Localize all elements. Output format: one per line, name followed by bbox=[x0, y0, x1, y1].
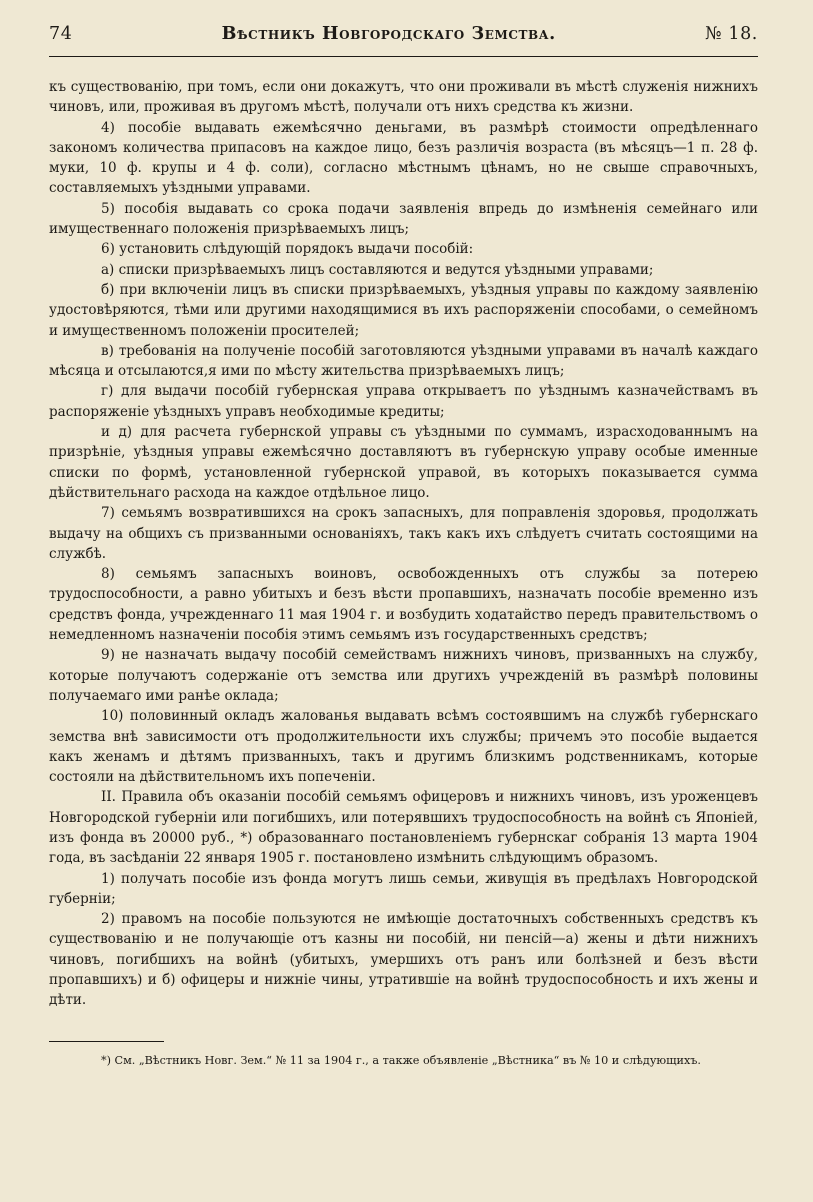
page-number: 74 bbox=[49, 24, 73, 44]
issue-number: № 18. bbox=[705, 24, 758, 44]
paragraph: 1) получать пособіе изъ фонда могутъ лишь семьи, живущія въ предѣлахъ Новгородской губерніи; bbox=[49, 870, 758, 907]
paragraph: 2) правомъ на пособіе пользуются не имѣющіе достаточныхъ собственныхъ средствъ къ существованію и не получающіе отъ казны ни пособій, ни пенсій—а) жены и дѣти нижнихъ чиновъ, погибшихъ на войнѣ (убитыхъ, умершихъ отъ ранъ или болѣзней и безъ вѣсти пропавшихъ) и б) офицеры и нижніе чины, утратившіе на войнѣ трудоспособность и ихъ жены и дѣти. bbox=[49, 911, 758, 1009]
paragraph: 7) семьямъ возвратившихся на срокъ запасныхъ, для поправленія здоровья, продолжать выдачу на общихъ съ призванными основаніяхъ, такъ какъ ихъ слѣдуетъ считать состоящими на службѣ. bbox=[49, 505, 758, 562]
journal-title: Вѣстникъ Новгородскаго Земства. bbox=[221, 24, 556, 44]
header-rule bbox=[49, 56, 758, 57]
footnote: *) См. „Вѣстникъ Новг. Зем.“ № 11 за 1904 г., а также объявленіе „Вѣстника“ въ № 10 и слѣдующихъ. bbox=[101, 1053, 701, 1067]
paragraph: 10) половинный окладъ жалованья выдавать всѣмъ состоявшимъ на службѣ губернскаго земства внѣ зависимости отъ продолжительности ихъ службы; причемъ это пособіе выдается какъ женамъ и дѣтямъ призванныхъ, такъ и другимъ близкимъ родственникамъ, которые состояли на дѣйствительномъ ихъ попеченіи. bbox=[49, 708, 758, 786]
paragraph: 9) не назначать выдачу пособій семействамъ нижнихъ чиновъ, призванныхъ на службу, которые получаютъ содержаніе отъ земства или другихъ учрежденій въ размѣрѣ половины получаемаго ими ранѣе оклада; bbox=[49, 647, 758, 704]
paragraph: а) списки призрѣваемыхъ лицъ составляются и ведутся уѣздными управами; bbox=[101, 261, 654, 278]
paragraph: г) для выдачи пособій губернская управа открываетъ по уѣзднымъ казначействамъ въ распоряженіе уѣздныхъ управъ необходимые кредиты; bbox=[49, 383, 758, 420]
paragraph: в) требованія на полученіе пособій заготовляются уѣздными управами въ началѣ каждаго мѣсяца и отсылаются,я ими по мѣсту жительства призрѣваемыхъ лицъ; bbox=[49, 342, 758, 380]
article-body bbox=[49, 77, 758, 1011]
page-header bbox=[49, 24, 758, 54]
paragraph: къ существованію, при томъ, если они докажутъ, что они проживали въ мѣстѣ служенія нижнихъ чиновъ, или, проживая въ другомъ мѣстѣ, получали отъ нихъ средства къ жизни. bbox=[49, 79, 758, 116]
paragraph: 4) пособіе выдавать ежемѣсячно деньгами, въ размѣрѣ стоимости опредѣленнаго закономъ количества припасовъ на каждое лицо, безъ различія возраста (въ мѣсяцъ—1 п. 28 ф. муки, 10 ф. крупы и 4 ф. соли), согласно мѣстнымъ цѣнамъ, но не свыше справочныхъ, составляемыхъ уѣздными управами. bbox=[49, 119, 758, 197]
paragraph: II. Правила объ оказаніи пособій семьямъ офицеровъ и нижнихъ чиновъ, изъ уроженцевъ Новгородской губерніи или погибшихъ, или потерявшихъ трудоспособность на войнѣ съ Японіей, изъ фонда въ 20000 руб., *) образованнаго постановленіемъ губернскаг собранія 13 марта 1904 года, въ засѣданіи 22 января 1905 г. постановлено измѣнить слѣдующимъ образомъ. bbox=[49, 789, 758, 867]
paragraph: и д) для расчета губернской управы съ уѣздными по суммамъ, израсходованнымъ на призрѣніе, уѣздныя управы ежемѣсячно доставляютъ въ губернскую управу особые именные списки по формѣ, установленной губернской управой, въ которыхъ показывается сумма дѣйствительнаго расхода на каждое отдѣльное лицо. bbox=[49, 424, 758, 501]
paragraph: 6) установить слѣдующій порядокъ выдачи пособій: bbox=[101, 241, 474, 258]
paragraph: 8) семьямъ запасныхъ воиновъ, освобожденныхъ отъ службы за потерею трудоспособности, а равно убитыхъ и безъ вѣсти пропавшихъ, назначать пособіе временно изъ средствъ фонда, учрежденнаго 11 мая 1904 г. и возбудить ходатайство передъ правительствомъ о немедленномъ назначеніи пособія этимъ семьямъ изъ государственныхъ средствъ; bbox=[49, 566, 758, 644]
paragraph: 5) пособія выдавать со срока подачи заявленія впредь до измѣненія семейнаго или имущественнаго положенія призрѣваемыхъ лицъ; bbox=[49, 200, 758, 238]
paragraph: б) при включеніи лицъ въ списки призрѣваемыхъ, уѣздныя управы по каждому заявленію удостовѣряются, тѣми или другими находящимися въ ихъ распоряженіи способами, о семейномъ и имущественномъ положеніи просителей; bbox=[49, 281, 758, 339]
footnote-rule bbox=[49, 1041, 164, 1042]
